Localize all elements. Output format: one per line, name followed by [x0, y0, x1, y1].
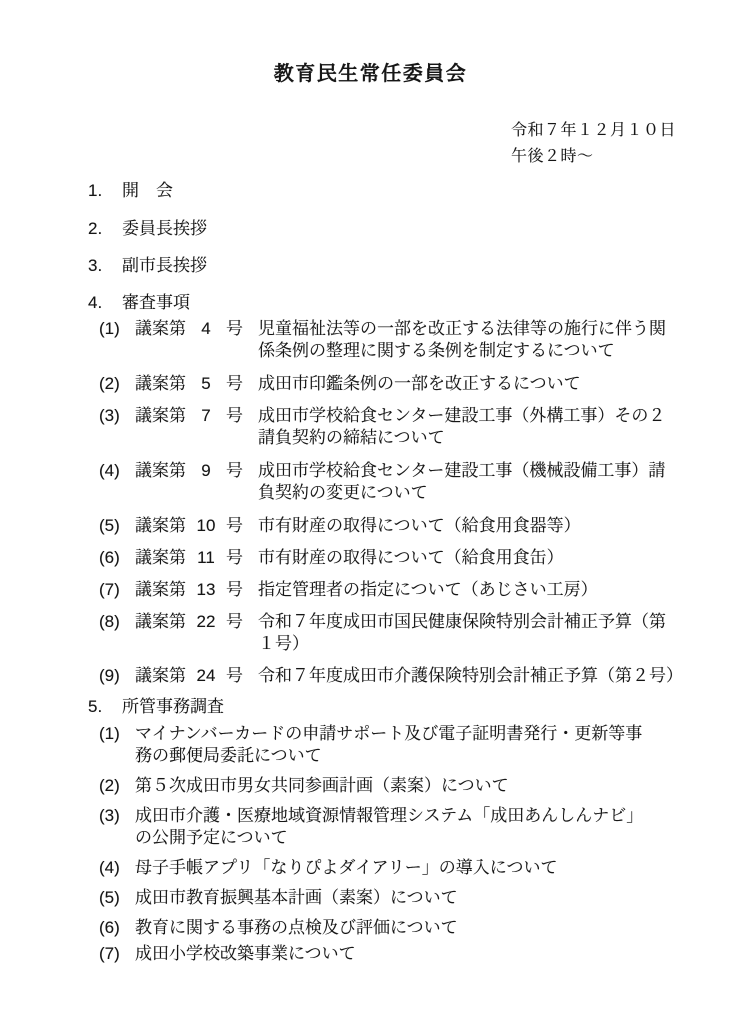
item-number: (9): [99, 666, 120, 685]
bill-description-line: １号）: [258, 634, 309, 653]
survey-item-line: 母子手帳アプリ「なりぴよダイアリー」の導入について: [135, 858, 558, 877]
survey-item-line: 成田小学校改築事業について: [135, 944, 356, 963]
item-title: 所管事務調査: [122, 697, 224, 716]
meeting-time: 午後２時～: [511, 148, 594, 165]
bill-description: [258, 665, 683, 687]
item-number: (5): [99, 516, 120, 535]
bill-suffix: 号: [226, 461, 243, 480]
bill-description: [258, 318, 666, 362]
bill-description-line: 令和７年度成田市国民健康保険特別会計補正予算（第: [258, 612, 666, 631]
item-number: (6): [99, 918, 120, 937]
bill-description: [258, 611, 666, 655]
bill-suffix: 号: [226, 666, 243, 685]
item-number: (4): [99, 858, 120, 877]
survey-item-text: [135, 943, 356, 965]
bill-label: [135, 579, 243, 601]
bill-suffix: 号: [226, 516, 243, 535]
bill-number: 22: [196, 612, 216, 631]
bill-number: 11: [197, 548, 215, 567]
bill-description-line: 成田市学校給食センター建設工事（外構工事）その２: [258, 406, 666, 425]
survey-item-text: [135, 723, 642, 767]
item-number: (6): [99, 548, 120, 567]
bill-description: [258, 579, 598, 601]
bill-prefix: 議案第: [135, 548, 186, 567]
bill-label: [135, 405, 243, 427]
item-number: (4): [99, 461, 120, 480]
item-title: 副市長挨拶: [122, 256, 207, 275]
bill-prefix: 議案第: [135, 374, 186, 393]
bill-prefix: 議案第: [135, 406, 186, 425]
item-number: 5.: [88, 697, 103, 716]
bill-number: 7: [201, 406, 211, 425]
item-number: 3.: [88, 256, 103, 275]
bill-suffix: 号: [226, 406, 243, 425]
bill-number: 9: [201, 461, 211, 480]
bill-prefix: 議案第: [135, 516, 186, 535]
survey-item-line: 成田市介護・医療地域資源情報管理システム「成田あんしんナビ」: [135, 806, 644, 825]
item-number: 4.: [88, 293, 103, 312]
bill-prefix: 議案第: [135, 580, 186, 599]
survey-item-line: の公開予定について: [135, 828, 288, 847]
date-block: [511, 118, 676, 170]
bill-suffix: 号: [226, 580, 243, 599]
bill-number: 10: [196, 516, 216, 535]
meeting-date: 令和７年１２月１０日: [511, 122, 677, 139]
survey-item-line: 務の郵便局委託について: [135, 746, 322, 765]
bill-description-line: 市有財産の取得について（給食用食器等）: [258, 516, 581, 535]
item-number: (2): [99, 776, 120, 795]
bill-description: [258, 515, 581, 537]
bill-description-line: 係条例の整理に関する条例を制定するについて: [258, 341, 615, 360]
page-title: 教育民生常任委員会: [273, 63, 468, 85]
bill-description-line: 成田市学校給食センター建設工事（機械設備工事）請: [258, 461, 666, 480]
item-number: (7): [99, 944, 120, 963]
survey-item-text: [135, 917, 458, 939]
bill-description-line: 市有財産の取得について（給食用食缶）: [258, 548, 564, 567]
bill-prefix: 議案第: [135, 612, 186, 631]
bill-label: [135, 515, 243, 537]
item-number: 1.: [88, 181, 103, 200]
bill-label: [135, 460, 243, 482]
item-number: (1): [99, 724, 120, 743]
survey-item-text: [135, 805, 643, 849]
survey-item-line: 第５次成田市男女共同参画計画（素案）について: [135, 776, 509, 795]
bill-description-line: 負契約の変更について: [258, 483, 428, 502]
bill-description: [258, 373, 581, 395]
bill-number: 24: [196, 666, 216, 685]
bill-prefix: 議案第: [135, 666, 186, 685]
bill-description: [258, 405, 665, 449]
survey-item-text: [135, 857, 557, 879]
bill-number: 13: [196, 580, 216, 599]
bill-label: [135, 665, 243, 687]
item-number: (7): [99, 580, 120, 599]
item-number: (3): [99, 406, 120, 425]
survey-item-line: 成田市教育振興基本計画（素案）について: [135, 888, 458, 907]
survey-item-text: [135, 887, 458, 909]
survey-item-line: マイナンバーカードの申請サポート及び電子証明書発行・更新等事: [135, 724, 643, 743]
bill-description-line: 請負契約の締結について: [258, 428, 445, 447]
bill-description-line: 児童福祉法等の一部を改正する法律等の施行に伴う関: [258, 319, 666, 338]
bill-label: [135, 318, 243, 340]
item-number: (3): [99, 806, 120, 825]
bill-prefix: 議案第: [135, 319, 186, 338]
bill-label: [135, 611, 243, 633]
bill-description-line: 成田市印鑑条例の一部を改正するについて: [258, 374, 581, 393]
item-number: (2): [99, 374, 120, 393]
item-number: (1): [99, 319, 120, 338]
survey-item-text: [135, 775, 509, 797]
bill-prefix: 議案第: [135, 461, 186, 480]
survey-item-line: 教育に関する事務の点検及び評価について: [135, 918, 458, 937]
bill-description: [258, 547, 564, 569]
item-number: 2.: [88, 219, 103, 238]
bill-number: 5: [201, 374, 211, 393]
bill-suffix: 号: [226, 612, 243, 631]
item-title: 開 会: [122, 181, 173, 200]
bill-label: [135, 373, 243, 395]
bill-suffix: 号: [226, 374, 243, 393]
item-number: (5): [99, 888, 120, 907]
bill-suffix: 号: [226, 548, 243, 567]
bill-suffix: 号: [226, 319, 243, 338]
item-title: 委員長挨拶: [122, 219, 207, 238]
item-number: (8): [99, 612, 120, 631]
item-title: 審査事項: [122, 293, 190, 312]
bill-description: [258, 460, 665, 504]
bill-number: 4: [201, 319, 211, 338]
bill-label: [135, 547, 243, 569]
bill-description-line: 令和７年度成田市介護保険特別会計補正予算（第２号）: [258, 666, 683, 685]
bill-description-line: 指定管理者の指定について（あじさい工房）: [258, 580, 598, 599]
